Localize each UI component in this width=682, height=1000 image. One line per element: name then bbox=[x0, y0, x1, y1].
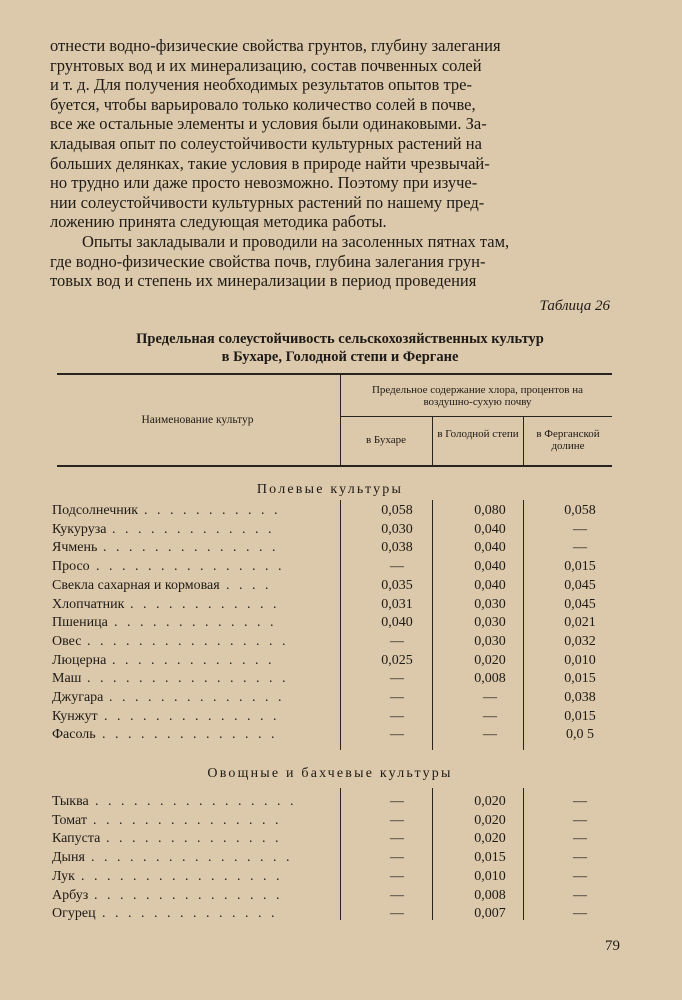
value-golodnaya: — bbox=[483, 708, 497, 724]
crop-name: Тыква bbox=[52, 794, 89, 809]
table-row bbox=[52, 906, 612, 925]
table-row bbox=[52, 503, 612, 522]
value-golodnaya: 0,040 bbox=[474, 559, 506, 575]
value-fergana: — bbox=[573, 868, 587, 884]
value-golodnaya: 0,010 bbox=[474, 868, 506, 884]
value-bukhara: — bbox=[390, 812, 404, 828]
table-row bbox=[52, 709, 612, 728]
value-fergana: 0,045 bbox=[564, 596, 596, 612]
value-bukhara: — bbox=[390, 887, 404, 903]
crop-name: Огурец bbox=[52, 906, 96, 922]
value-bukhara: — bbox=[390, 559, 404, 575]
crop-name: Арбуз bbox=[52, 887, 89, 903]
table-row bbox=[52, 634, 612, 653]
value-fergana: 0,032 bbox=[564, 633, 596, 649]
value-fergana: — bbox=[573, 850, 587, 866]
value-bukhara: 0,058 bbox=[381, 503, 413, 518]
header-col-fergana: в Ферганской долине bbox=[536, 428, 600, 452]
paragraph-line: больших делянках, такие условия в природе найти чрезвычай- bbox=[50, 153, 490, 173]
page-number: 79 bbox=[605, 938, 620, 954]
value-golodnaya: 0,040 bbox=[474, 521, 506, 537]
header-group-rule bbox=[340, 416, 612, 417]
crop-name: Капуста bbox=[52, 831, 101, 847]
leader-dots: . . . . . . . . . . . . . . bbox=[102, 727, 278, 743]
value-golodnaya: 0,007 bbox=[474, 906, 506, 922]
table-row bbox=[52, 831, 612, 850]
header-col-golodnaya: в Голодной степи bbox=[437, 428, 519, 440]
leader-dots: . . . . bbox=[226, 577, 272, 593]
value-golodnaya: 0,020 bbox=[474, 794, 506, 809]
crop-name: Фасоль bbox=[52, 727, 96, 743]
crop-name: Свекла сахарная и кормовая bbox=[52, 577, 220, 593]
value-bukhara: — bbox=[390, 727, 404, 743]
table-row bbox=[52, 653, 612, 672]
value-fergana: 0,021 bbox=[564, 615, 596, 631]
value-bukhara: — bbox=[390, 850, 404, 866]
value-bukhara: 0,031 bbox=[381, 596, 413, 612]
leader-dots: . . . . . . . . . . . . . . bbox=[106, 831, 282, 847]
value-fergana: — bbox=[573, 812, 587, 828]
value-golodnaya: 0,040 bbox=[474, 540, 506, 556]
crop-name: Томат bbox=[52, 812, 87, 828]
paragraph-line: где водно-физические свойства почв, глубина залегания грун- bbox=[50, 251, 486, 271]
leader-dots: . . . . . . . . . . . . . . . . bbox=[91, 850, 293, 866]
value-fergana: — bbox=[573, 794, 587, 809]
value-golodnaya: 0,030 bbox=[474, 596, 506, 612]
table-row bbox=[52, 540, 612, 559]
table-row bbox=[52, 615, 612, 634]
crop-name: Кукуруза bbox=[52, 521, 107, 537]
value-fergana: — bbox=[573, 540, 587, 556]
value-bukhara: 0,035 bbox=[381, 577, 413, 593]
leader-dots: . . . . . . . . . . . . . . . . bbox=[81, 868, 283, 884]
table-row bbox=[52, 522, 612, 541]
paragraph-line: отнести водно-физические свойства грунтов, глубину залегания bbox=[50, 36, 501, 55]
table-row bbox=[52, 813, 612, 832]
value-golodnaya: 0,015 bbox=[474, 850, 506, 866]
leader-dots: . . . . . . . . . . . bbox=[144, 503, 281, 518]
value-fergana: 0,0 5 bbox=[566, 727, 594, 743]
table-title-line: в Бухаре, Голодной степи и Фергане bbox=[221, 349, 459, 365]
leader-dots: . . . . . . . . . . . . . . . bbox=[94, 887, 283, 903]
value-golodnaya: 0,030 bbox=[474, 615, 506, 631]
value-bukhara: — bbox=[390, 794, 404, 809]
paragraph-line: Опыты закладывали и проводили на засоленных пятнах там, bbox=[82, 232, 510, 251]
table-row bbox=[52, 727, 612, 746]
paragraph-line: ложению принята следующая методика работы. bbox=[50, 212, 387, 232]
value-golodnaya: — bbox=[483, 690, 497, 705]
crop-name: Пшеница bbox=[52, 615, 108, 631]
header-col-divider bbox=[523, 417, 524, 465]
crop-name: Хлопчатник bbox=[52, 596, 125, 612]
value-fergana: 0,015 bbox=[564, 671, 596, 687]
table-label: Таблица 26 bbox=[539, 298, 610, 314]
value-fergana: — bbox=[573, 521, 587, 537]
paragraph-line: нии солеустойчивости культурных растений по нашему пред- bbox=[50, 192, 485, 212]
crop-name: Ячмень bbox=[52, 540, 98, 556]
leader-dots: . . . . . . . . . . . . bbox=[130, 596, 280, 612]
table-header-bottom-rule bbox=[57, 465, 612, 467]
leader-dots: . . . . . . . . . . . . . . bbox=[104, 708, 280, 724]
value-golodnaya: 0,020 bbox=[474, 831, 506, 847]
value-golodnaya: 0,020 bbox=[474, 652, 506, 668]
value-fergana: — bbox=[573, 831, 587, 847]
leader-dots: . . . . . . . . . . . . . . . . bbox=[87, 671, 289, 687]
value-golodnaya: 0,080 bbox=[474, 503, 506, 518]
section-title-vegetable-crops: Овощные и бахчевые культуры bbox=[207, 766, 453, 781]
crop-name: Маш bbox=[52, 671, 82, 687]
value-bukhara: 0,030 bbox=[381, 521, 413, 537]
crop-name: Люцерна bbox=[52, 652, 107, 668]
table-row bbox=[52, 671, 612, 690]
value-bukhara: — bbox=[390, 831, 404, 847]
table-row bbox=[52, 578, 612, 597]
header-col-divider bbox=[340, 374, 341, 465]
value-bukhara: 0,025 bbox=[381, 652, 413, 668]
leader-dots: . . . . . . . . . . . . . . . bbox=[93, 812, 282, 828]
leader-dots: . . . . . . . . . . . . . . . . bbox=[87, 633, 289, 649]
table-title-line: Предельная солеустойчивость сельскохозяйственных культур bbox=[136, 331, 544, 347]
paragraph-1 bbox=[50, 36, 610, 232]
value-golodnaya: 0,008 bbox=[474, 671, 506, 687]
table-title bbox=[70, 330, 610, 366]
leader-dots: . . . . . . . . . . . . . . bbox=[102, 906, 278, 922]
value-bukhara: — bbox=[390, 708, 404, 724]
value-golodnaya: 0,030 bbox=[474, 633, 506, 649]
value-fergana: 0,045 bbox=[564, 577, 596, 593]
value-bukhara: — bbox=[390, 633, 404, 649]
value-bukhara: — bbox=[390, 690, 404, 705]
paragraph-line: грунтовых вод и их минерализацию, состав почвенных солей bbox=[50, 55, 482, 75]
crop-name: Подсолнечник bbox=[52, 503, 139, 518]
header-col-bukhara: в Бухаре bbox=[365, 434, 407, 446]
value-bukhara: — bbox=[390, 868, 404, 884]
table-top-rule bbox=[57, 373, 612, 375]
crop-name: Кунжут bbox=[52, 708, 98, 724]
paragraph-line: и т. д. Для получения необходимых результатов опытов тре- bbox=[50, 75, 472, 95]
value-fergana: — bbox=[573, 887, 587, 903]
leader-dots: . . . . . . . . . . . . . . . . bbox=[95, 794, 297, 809]
value-bukhara: — bbox=[390, 906, 404, 922]
leader-dots: . . . . . . . . . . . . . . bbox=[109, 690, 285, 705]
leader-dots: . . . . . . . . . . . . . bbox=[112, 521, 275, 537]
value-golodnaya: 0,008 bbox=[474, 887, 506, 903]
table-row bbox=[52, 888, 612, 907]
table-row bbox=[52, 850, 612, 869]
table-row bbox=[52, 794, 612, 813]
leader-dots: . . . . . . . . . . . . . . . bbox=[96, 559, 285, 575]
paragraph-line: буется, чтобы варьировало только количество солей в почве, bbox=[50, 94, 476, 114]
value-fergana: 0,010 bbox=[564, 652, 596, 668]
value-bukhara: — bbox=[390, 671, 404, 687]
crop-name: Просо bbox=[52, 559, 90, 575]
paragraph-line: все же остальные элементы и условия были одинаковыми. За- bbox=[50, 114, 487, 134]
value-fergana: 0,058 bbox=[564, 503, 596, 518]
header-group: Предельное содержание хлора, процентов на воздушно-сухую почву bbox=[371, 384, 584, 408]
header-name-col: Наименование культур bbox=[141, 414, 254, 426]
value-golodnaya: 0,040 bbox=[474, 577, 506, 593]
table-row bbox=[52, 869, 612, 888]
paragraph-2 bbox=[50, 232, 610, 291]
value-fergana: 0,015 bbox=[564, 559, 596, 575]
table-row bbox=[52, 559, 612, 578]
crop-name: Дыня bbox=[52, 850, 85, 866]
paragraph-line: товых вод и степень их минерализации в период проведения bbox=[50, 271, 477, 291]
header-col-divider bbox=[432, 417, 433, 465]
paragraph-line: кладывая опыт по солеустойчивости культурных растений на bbox=[50, 133, 482, 153]
crop-name: Овес bbox=[52, 633, 82, 649]
paragraph-line: но трудно или даже просто невозможно. Поэтому при изуче- bbox=[50, 173, 478, 193]
table-row bbox=[52, 690, 612, 709]
crop-name: Джугара bbox=[52, 690, 104, 705]
table-row bbox=[52, 597, 612, 616]
value-fergana: 0,015 bbox=[564, 708, 596, 724]
leader-dots: . . . . . . . . . . . . . bbox=[112, 652, 275, 668]
leader-dots: . . . . . . . . . . . . . bbox=[114, 615, 277, 631]
value-fergana: 0,038 bbox=[564, 690, 596, 705]
value-golodnaya: 0,020 bbox=[474, 812, 506, 828]
crop-name: Лук bbox=[52, 868, 75, 884]
value-bukhara: 0,038 bbox=[381, 540, 413, 556]
value-golodnaya: — bbox=[483, 727, 497, 743]
value-bukhara: 0,040 bbox=[381, 615, 413, 631]
value-fergana: — bbox=[573, 906, 587, 922]
section-title-field-crops: Полевые культуры bbox=[256, 482, 404, 497]
leader-dots: . . . . . . . . . . . . . . bbox=[103, 540, 279, 556]
